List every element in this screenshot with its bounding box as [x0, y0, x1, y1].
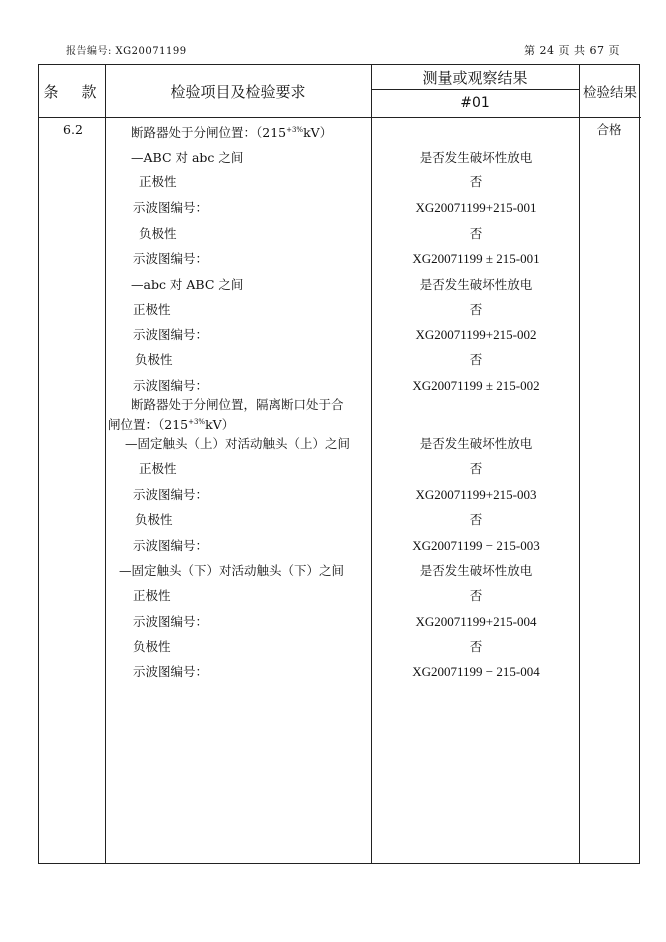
- section-title-2-line2: 闸位置：$(215^{+3\%}kV)$: [108, 417, 235, 433]
- column-divider: [105, 65, 106, 863]
- item-label: 负极性: [135, 352, 173, 367]
- clause-number: 6.2: [63, 122, 83, 137]
- oscillogram-number: XG20071199 ± 215-002: [412, 378, 540, 393]
- oscillogram-number: XG20071199+215-001: [415, 200, 537, 215]
- oscillogram-number: XG20071199+215-003: [415, 487, 537, 502]
- item-label: 示波图编号：: [133, 251, 209, 266]
- result-text: 否: [469, 174, 483, 189]
- header-clause: 条 款: [43, 82, 101, 101]
- item-label: 正极性: [139, 461, 177, 476]
- result-text: 是否发生破坏性放电: [419, 563, 533, 578]
- oscillogram-number: XG20071199+215-004: [415, 614, 537, 629]
- result-text: 否: [469, 461, 483, 476]
- report-number: 报告编号: XG20071199: [66, 46, 187, 57]
- result-text: 否: [469, 512, 483, 527]
- item-label: —ABC 对 abc 之间: [131, 150, 244, 165]
- header-divider: [39, 117, 641, 118]
- item-label: —abc 对 ABC 之间: [131, 277, 244, 292]
- result-text: 否: [469, 302, 483, 317]
- result-text: 否: [469, 352, 483, 367]
- item-label: —固定触头（上）对活动触头（上）之间: [125, 436, 351, 451]
- result-text: 否: [469, 639, 483, 654]
- item-label: 正极性: [133, 302, 171, 317]
- result-text: 是否发生破坏性放电: [419, 436, 533, 451]
- item-label: 负极性: [139, 226, 177, 241]
- item-label: 示波图编号：: [133, 538, 209, 553]
- oscillogram-number: XG20071199 − 215-004: [412, 664, 540, 679]
- item-label: 示波图编号：: [133, 487, 209, 502]
- item-label: 示波图编号：: [133, 378, 209, 393]
- section-title-2-line1: 断路器处于分闸位置，隔离断口处于合: [131, 397, 344, 412]
- oscillogram-number: XG20071199 − 215-003: [412, 538, 540, 553]
- oscillogram-number: XG20071199+215-002: [415, 327, 537, 342]
- header-result: 检验结果: [583, 85, 637, 101]
- item-label: 示波图编号：: [133, 200, 209, 215]
- page-info: 第 24 页 共 67 页: [524, 44, 620, 57]
- item-label: —固定触头（下）对活动触头（下）之间: [119, 563, 345, 578]
- result-text: 否: [469, 588, 483, 603]
- item-label: 负极性: [135, 512, 173, 527]
- item-label: 正极性: [139, 174, 177, 189]
- result-value: 合格: [596, 122, 622, 137]
- item-label: 示波图编号：: [133, 664, 209, 679]
- result-text: 是否发生破坏性放电: [419, 277, 533, 292]
- item-label: 负极性: [133, 639, 171, 654]
- section-title-1: 断路器处于分闸位置：$(215^{+3\%}kV)$: [131, 125, 333, 141]
- item-label: 示波图编号：: [133, 614, 209, 629]
- header-measure: 测量或观察结果: [422, 68, 528, 87]
- header-item: 检验项目及检验要求: [170, 82, 306, 101]
- item-label: 示波图编号：: [133, 327, 209, 342]
- item-label: 正极性: [133, 588, 171, 603]
- header-sample: #01: [460, 95, 490, 111]
- result-text: 是否发生破坏性放电: [419, 150, 533, 165]
- result-text: 否: [469, 226, 483, 241]
- oscillogram-number: XG20071199 ± 215-001: [412, 251, 540, 266]
